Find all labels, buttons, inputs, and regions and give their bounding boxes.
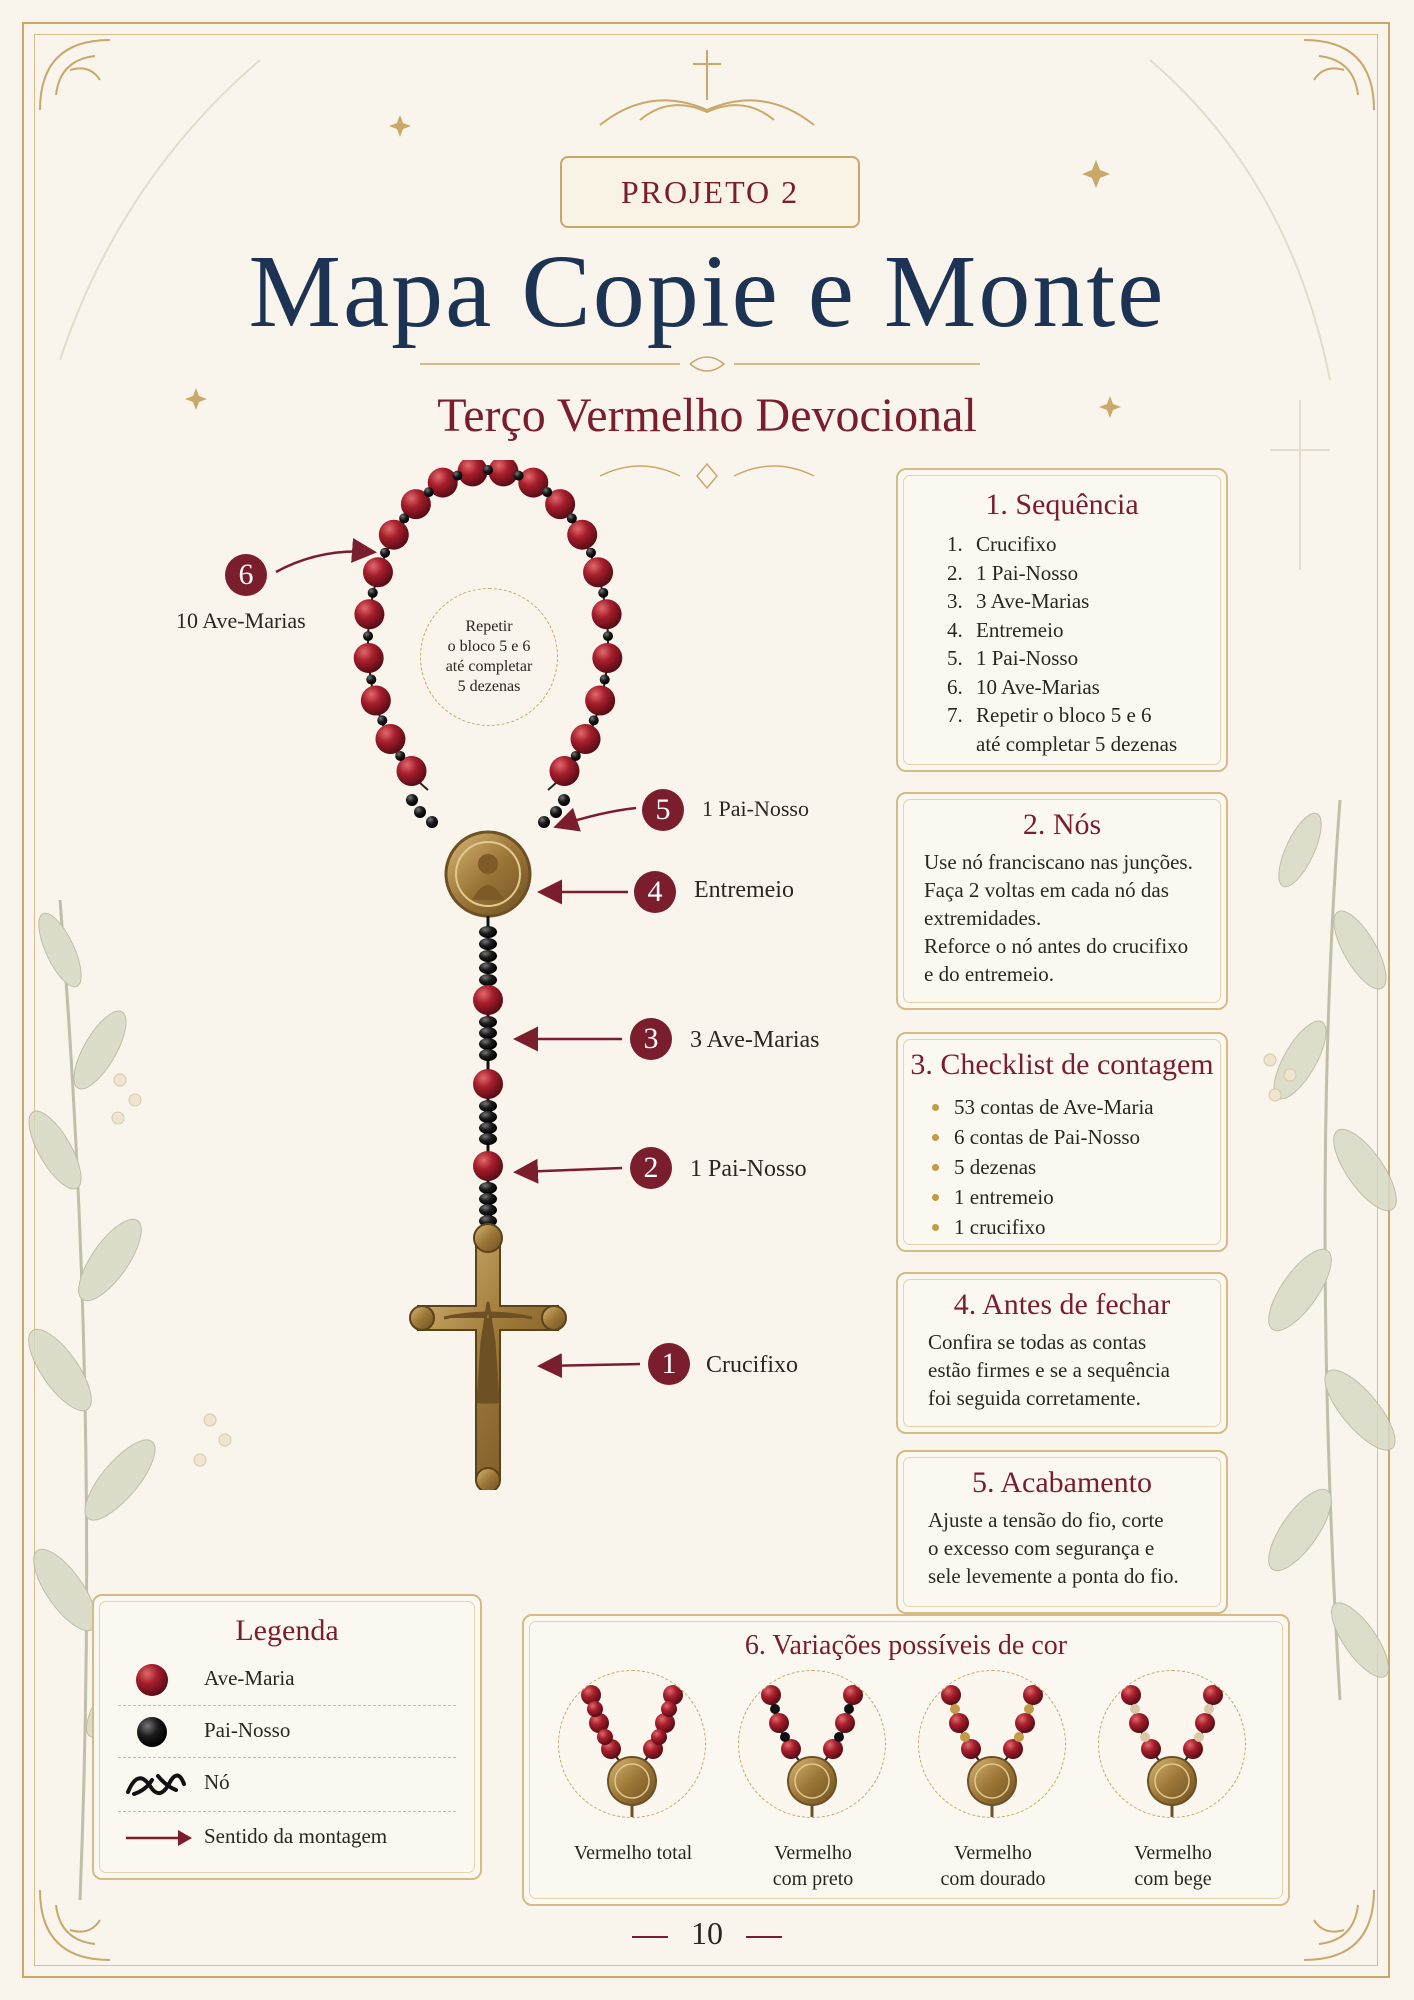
spacer-bead xyxy=(597,1729,613,1745)
legend-label: Sentido da montagem xyxy=(204,1824,388,1848)
step-number-3: 3 xyxy=(630,1018,672,1060)
red-bead xyxy=(1023,1685,1043,1705)
variation-rosary-image xyxy=(559,1671,705,1817)
sequence-item: 3. 3 Ave-Marias xyxy=(968,587,1226,616)
sequence-item: 5. 1 Pai-Nosso xyxy=(968,644,1226,673)
spacer-bead xyxy=(1204,1704,1214,1714)
red-bead xyxy=(823,1739,843,1759)
red-bead xyxy=(1003,1739,1023,1759)
step-label-4: Entremeio xyxy=(694,877,794,903)
variation-caption-line: Vermelho xyxy=(954,1842,1032,1864)
knots-panel xyxy=(896,792,1228,1010)
knot-icon xyxy=(124,1766,186,1804)
spacer-bead xyxy=(1140,1732,1150,1742)
spacer-bead xyxy=(834,1732,844,1742)
sequence-item-line: Repetir o bloco 5 e 6 xyxy=(976,703,1152,727)
red-bead xyxy=(843,1685,863,1705)
spacer-bead xyxy=(1014,1732,1024,1742)
knots-line: extremidades. xyxy=(924,906,1042,930)
variation-caption-line: com bege xyxy=(1134,1868,1212,1890)
step-label-1: Crucifixo xyxy=(706,1352,798,1378)
project-badge: PROJETO 2 xyxy=(560,156,860,228)
checklist-item: 6 contas de Pai-Nosso xyxy=(932,1122,1226,1152)
variation-rosary-image xyxy=(919,1671,1065,1817)
variation-caption-line: com dourado xyxy=(940,1868,1046,1890)
arrow-right-icon xyxy=(124,1826,194,1850)
sequence-title: 1. Sequência xyxy=(985,488,1139,521)
variation-caption-line: Vermelho total xyxy=(573,1842,693,1864)
finishing-line: Ajuste a tensão do fio, corte xyxy=(928,1508,1164,1532)
spacer-bead xyxy=(950,1704,960,1714)
red-bead xyxy=(781,1739,801,1759)
variation-caption xyxy=(898,1840,1088,1892)
legend-row-direction xyxy=(94,1812,480,1864)
legend-row-pai-nosso xyxy=(94,1706,480,1758)
page-title: Mapa Copie e Monte xyxy=(248,234,1166,349)
variation-circle xyxy=(738,1670,886,1818)
step-label-5: 1 Pai-Nosso xyxy=(702,796,809,821)
red-bead xyxy=(941,1685,961,1705)
red-bead xyxy=(1195,1713,1215,1733)
variations-title: 6. Variações possíveis de cor xyxy=(744,1630,1068,1661)
spacer-bead xyxy=(844,1704,854,1714)
sequence-item-line: até completar 5 dezenas xyxy=(976,731,1178,756)
step-number-4: 4 xyxy=(634,871,676,913)
variation-caption xyxy=(718,1840,908,1892)
spacer-bead xyxy=(780,1732,790,1742)
spacer-bead xyxy=(587,1701,603,1717)
center-note-line: Repetir xyxy=(465,618,513,635)
knots-line: Faça 2 voltas em cada nó das xyxy=(924,878,1169,902)
before-closing-text xyxy=(898,1322,1226,1412)
variation-caption xyxy=(538,1840,728,1866)
center-note-line: até completar xyxy=(445,658,533,675)
step-number-6: 6 xyxy=(225,554,267,596)
spacer-bead xyxy=(960,1732,970,1742)
checklist-list xyxy=(898,1092,1226,1242)
finishing-text xyxy=(898,1500,1226,1590)
spacer-bead xyxy=(661,1701,677,1717)
spacer-bead xyxy=(770,1704,780,1714)
knots-text xyxy=(898,842,1226,988)
knots-line: e do entremeio. xyxy=(924,962,1055,986)
checklist-title: 3. Checklist de contagem xyxy=(910,1048,1214,1081)
red-bead xyxy=(961,1739,981,1759)
center-note-line: o bloco 5 e 6 xyxy=(447,638,531,655)
step-label-6: 10 Ave-Marias xyxy=(176,608,306,633)
variation-caption xyxy=(1078,1840,1268,1892)
variation-circle xyxy=(918,1670,1066,1818)
legend-label: Nó xyxy=(204,1770,230,1794)
red-bead xyxy=(1141,1739,1161,1759)
red-bead xyxy=(769,1713,789,1733)
page-subtitle: Terço Vermelho Devocional xyxy=(437,389,977,442)
knots-line: Reforce o nó antes do crucifixo xyxy=(924,934,1189,958)
variation-caption-line: Vermelho xyxy=(1134,1842,1212,1864)
red-bead xyxy=(1129,1713,1149,1733)
legend-title: Legenda xyxy=(235,1614,339,1647)
knots-line: Use nó franciscano nas junções. xyxy=(924,850,1193,874)
red-bead xyxy=(1121,1685,1141,1705)
checklist-item: 1 entremeio xyxy=(932,1182,1226,1212)
red-bead xyxy=(835,1713,855,1733)
finishing-line: sele levemente a ponta do fio. xyxy=(928,1564,1179,1588)
legend-row-no xyxy=(94,1758,480,1812)
sequence-item: 1. Crucifixo xyxy=(968,530,1226,559)
before-closing-title: 4. Antes de fechar xyxy=(953,1288,1171,1321)
red-bead-icon xyxy=(134,1662,170,1698)
sequence-item xyxy=(968,701,1226,758)
sequence-item: 4. Entremeio xyxy=(968,616,1226,645)
step-number-5: 5 xyxy=(642,789,684,831)
before-closing-line: foi seguida corretamente. xyxy=(928,1386,1141,1410)
checklist-item: 53 contas de Ave-Maria xyxy=(932,1092,1226,1122)
sequence-item: 2. 1 Pai-Nosso xyxy=(968,559,1226,588)
step-number-2: 2 xyxy=(630,1147,672,1189)
spacer-bead xyxy=(1024,1704,1034,1714)
red-bead xyxy=(1203,1685,1223,1705)
finishing-panel xyxy=(896,1450,1228,1614)
sequence-panel xyxy=(896,468,1228,772)
legend-panel xyxy=(92,1594,482,1880)
finishing-line: o excesso com segurança e xyxy=(928,1536,1155,1560)
step-label-2: 1 Pai-Nosso xyxy=(690,1156,807,1182)
before-closing-panel xyxy=(896,1272,1228,1434)
red-bead xyxy=(949,1713,969,1733)
step-number-1: 1 xyxy=(648,1343,690,1385)
spacer-bead xyxy=(1130,1704,1140,1714)
spacer-bead xyxy=(651,1729,667,1745)
variation-circle xyxy=(1098,1670,1246,1818)
sequence-item: 6. 10 Ave-Marias xyxy=(968,673,1226,702)
red-bead xyxy=(1183,1739,1203,1759)
finishing-title: 5. Acabamento xyxy=(972,1466,1152,1499)
variation-caption-line: Vermelho xyxy=(774,1842,852,1864)
before-closing-line: estão firmes e se a sequência xyxy=(928,1358,1170,1382)
checklist-panel xyxy=(896,1032,1228,1252)
red-bead xyxy=(1015,1713,1035,1733)
step-label-3: 3 Ave-Marias xyxy=(690,1027,820,1053)
legend-label: Ave-Maria xyxy=(204,1666,295,1690)
legend-label: Pai-Nosso xyxy=(204,1718,291,1742)
red-bead xyxy=(761,1685,781,1705)
legend-row-ave-maria xyxy=(94,1654,480,1706)
center-note-line: 5 dezenas xyxy=(457,678,521,695)
variation-circle xyxy=(558,1670,706,1818)
variation-rosary-image xyxy=(1099,1671,1245,1817)
knots-title: 2. Nós xyxy=(1022,808,1102,841)
variation-caption-line: com preto xyxy=(772,1868,854,1890)
before-closing-line: Confira se todas as contas xyxy=(928,1330,1147,1354)
checklist-item: 1 crucifixo xyxy=(932,1212,1226,1242)
page-number: 10 xyxy=(691,1915,723,1951)
variation-rosary-image xyxy=(739,1671,885,1817)
sequence-list xyxy=(898,530,1226,758)
black-bead-icon xyxy=(134,1714,170,1750)
checklist-item: 5 dezenas xyxy=(932,1152,1226,1182)
spacer-bead xyxy=(1194,1732,1204,1742)
